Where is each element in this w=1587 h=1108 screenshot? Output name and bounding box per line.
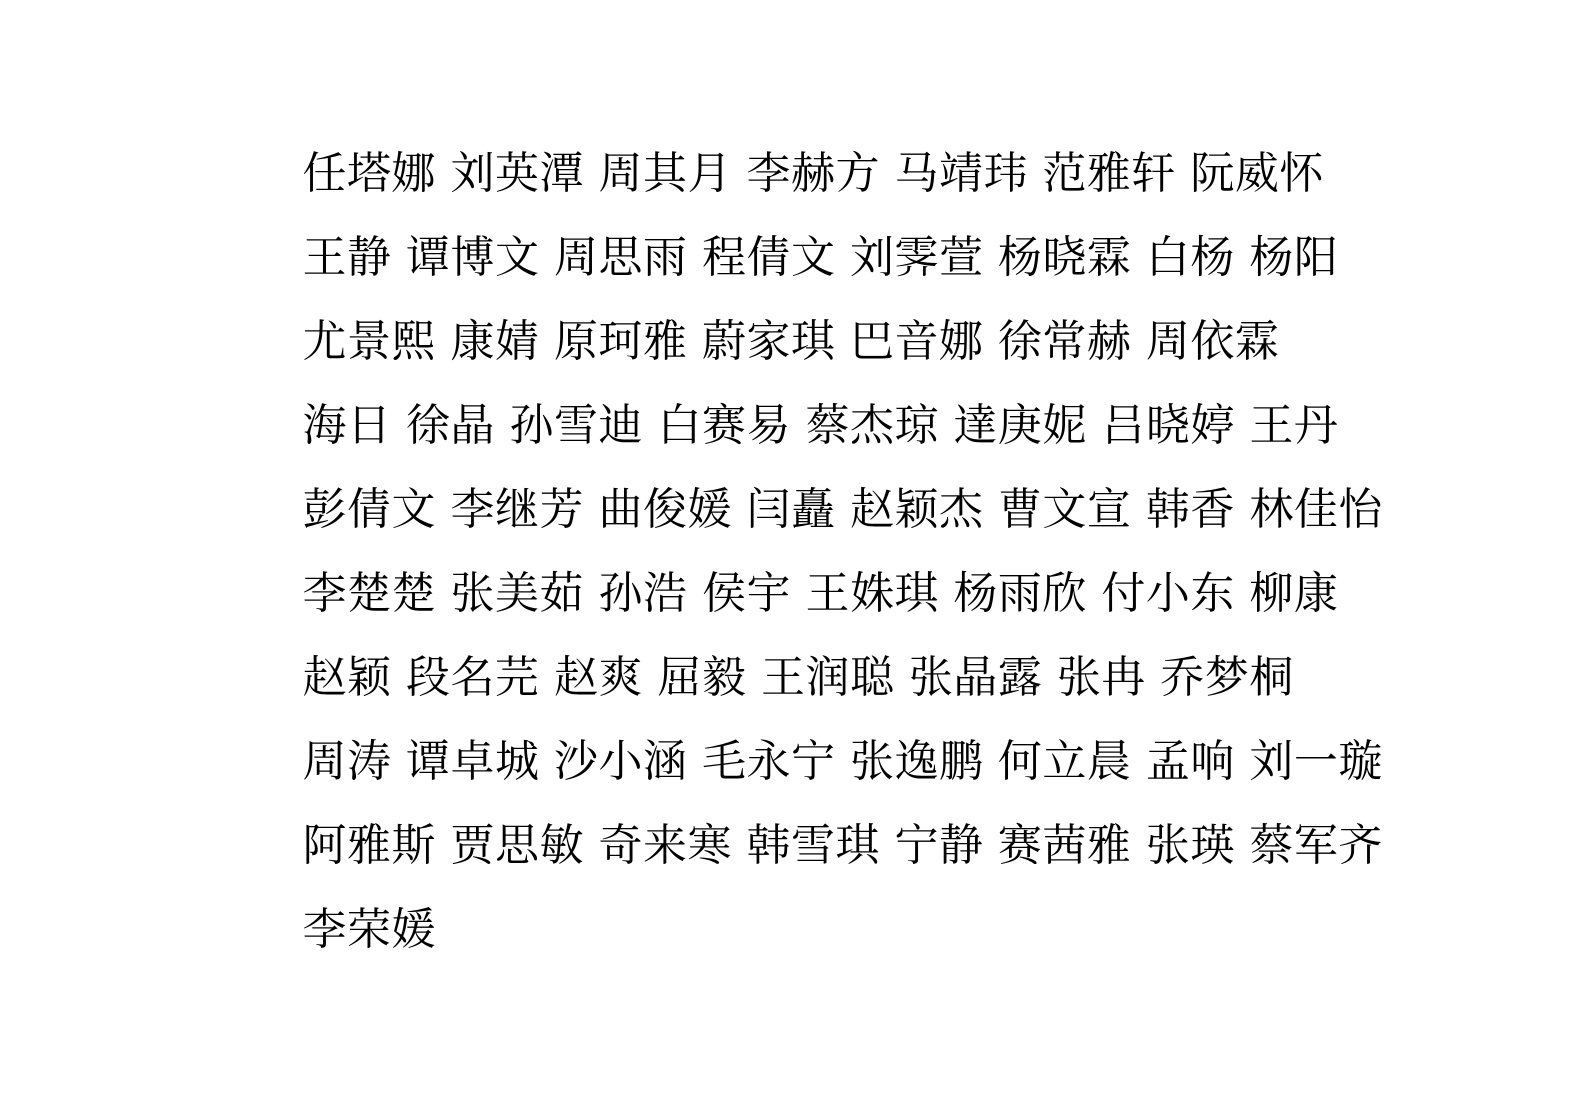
name-list-line: 王静 谭博文 周思雨 程倩文 刘霁萱 杨晓霖 白杨 杨阳 bbox=[302, 232, 1339, 283]
name-list-line: 李荣媛 bbox=[302, 904, 436, 955]
name-list-line: 阿雅斯 贾思敏 奇来寒 韩雪琪 宁静 赛茜雅 张瑛 蔡军齐 bbox=[302, 820, 1383, 871]
name-list-line: 任塔娜 刘英潭 周其月 李赫方 马靖玮 范雅轩 阮威怀 bbox=[302, 148, 1324, 199]
name-list-line: 李楚楚 张美茹 孙浩 侯宇 王姝琪 杨雨欣 付小东 柳康 bbox=[302, 568, 1339, 619]
name-list-line: 彭倩文 李继芳 曲俊媛 闫矗 赵颖杰 曹文宣 韩香 林佳怡 bbox=[302, 484, 1383, 535]
name-list-line: 赵颖 段名芫 赵爽 屈毅 王润聪 张晶露 张冉 乔梦桐 bbox=[302, 652, 1294, 703]
name-list bbox=[175, 132, 1413, 972]
name-list-line: 周涛 谭卓城 沙小涵 毛永宁 张逸鹏 何立晨 孟响 刘一璇 bbox=[302, 736, 1383, 787]
name-list-line: 尤景熙 康婧 原珂雅 蔚家琪 巴音娜 徐常赫 周依霖 bbox=[302, 316, 1280, 367]
name-list-line: 海日 徐晶 孙雪迪 白赛易 蔡杰琼 達庚妮 吕晓婷 王丹 bbox=[302, 400, 1339, 451]
